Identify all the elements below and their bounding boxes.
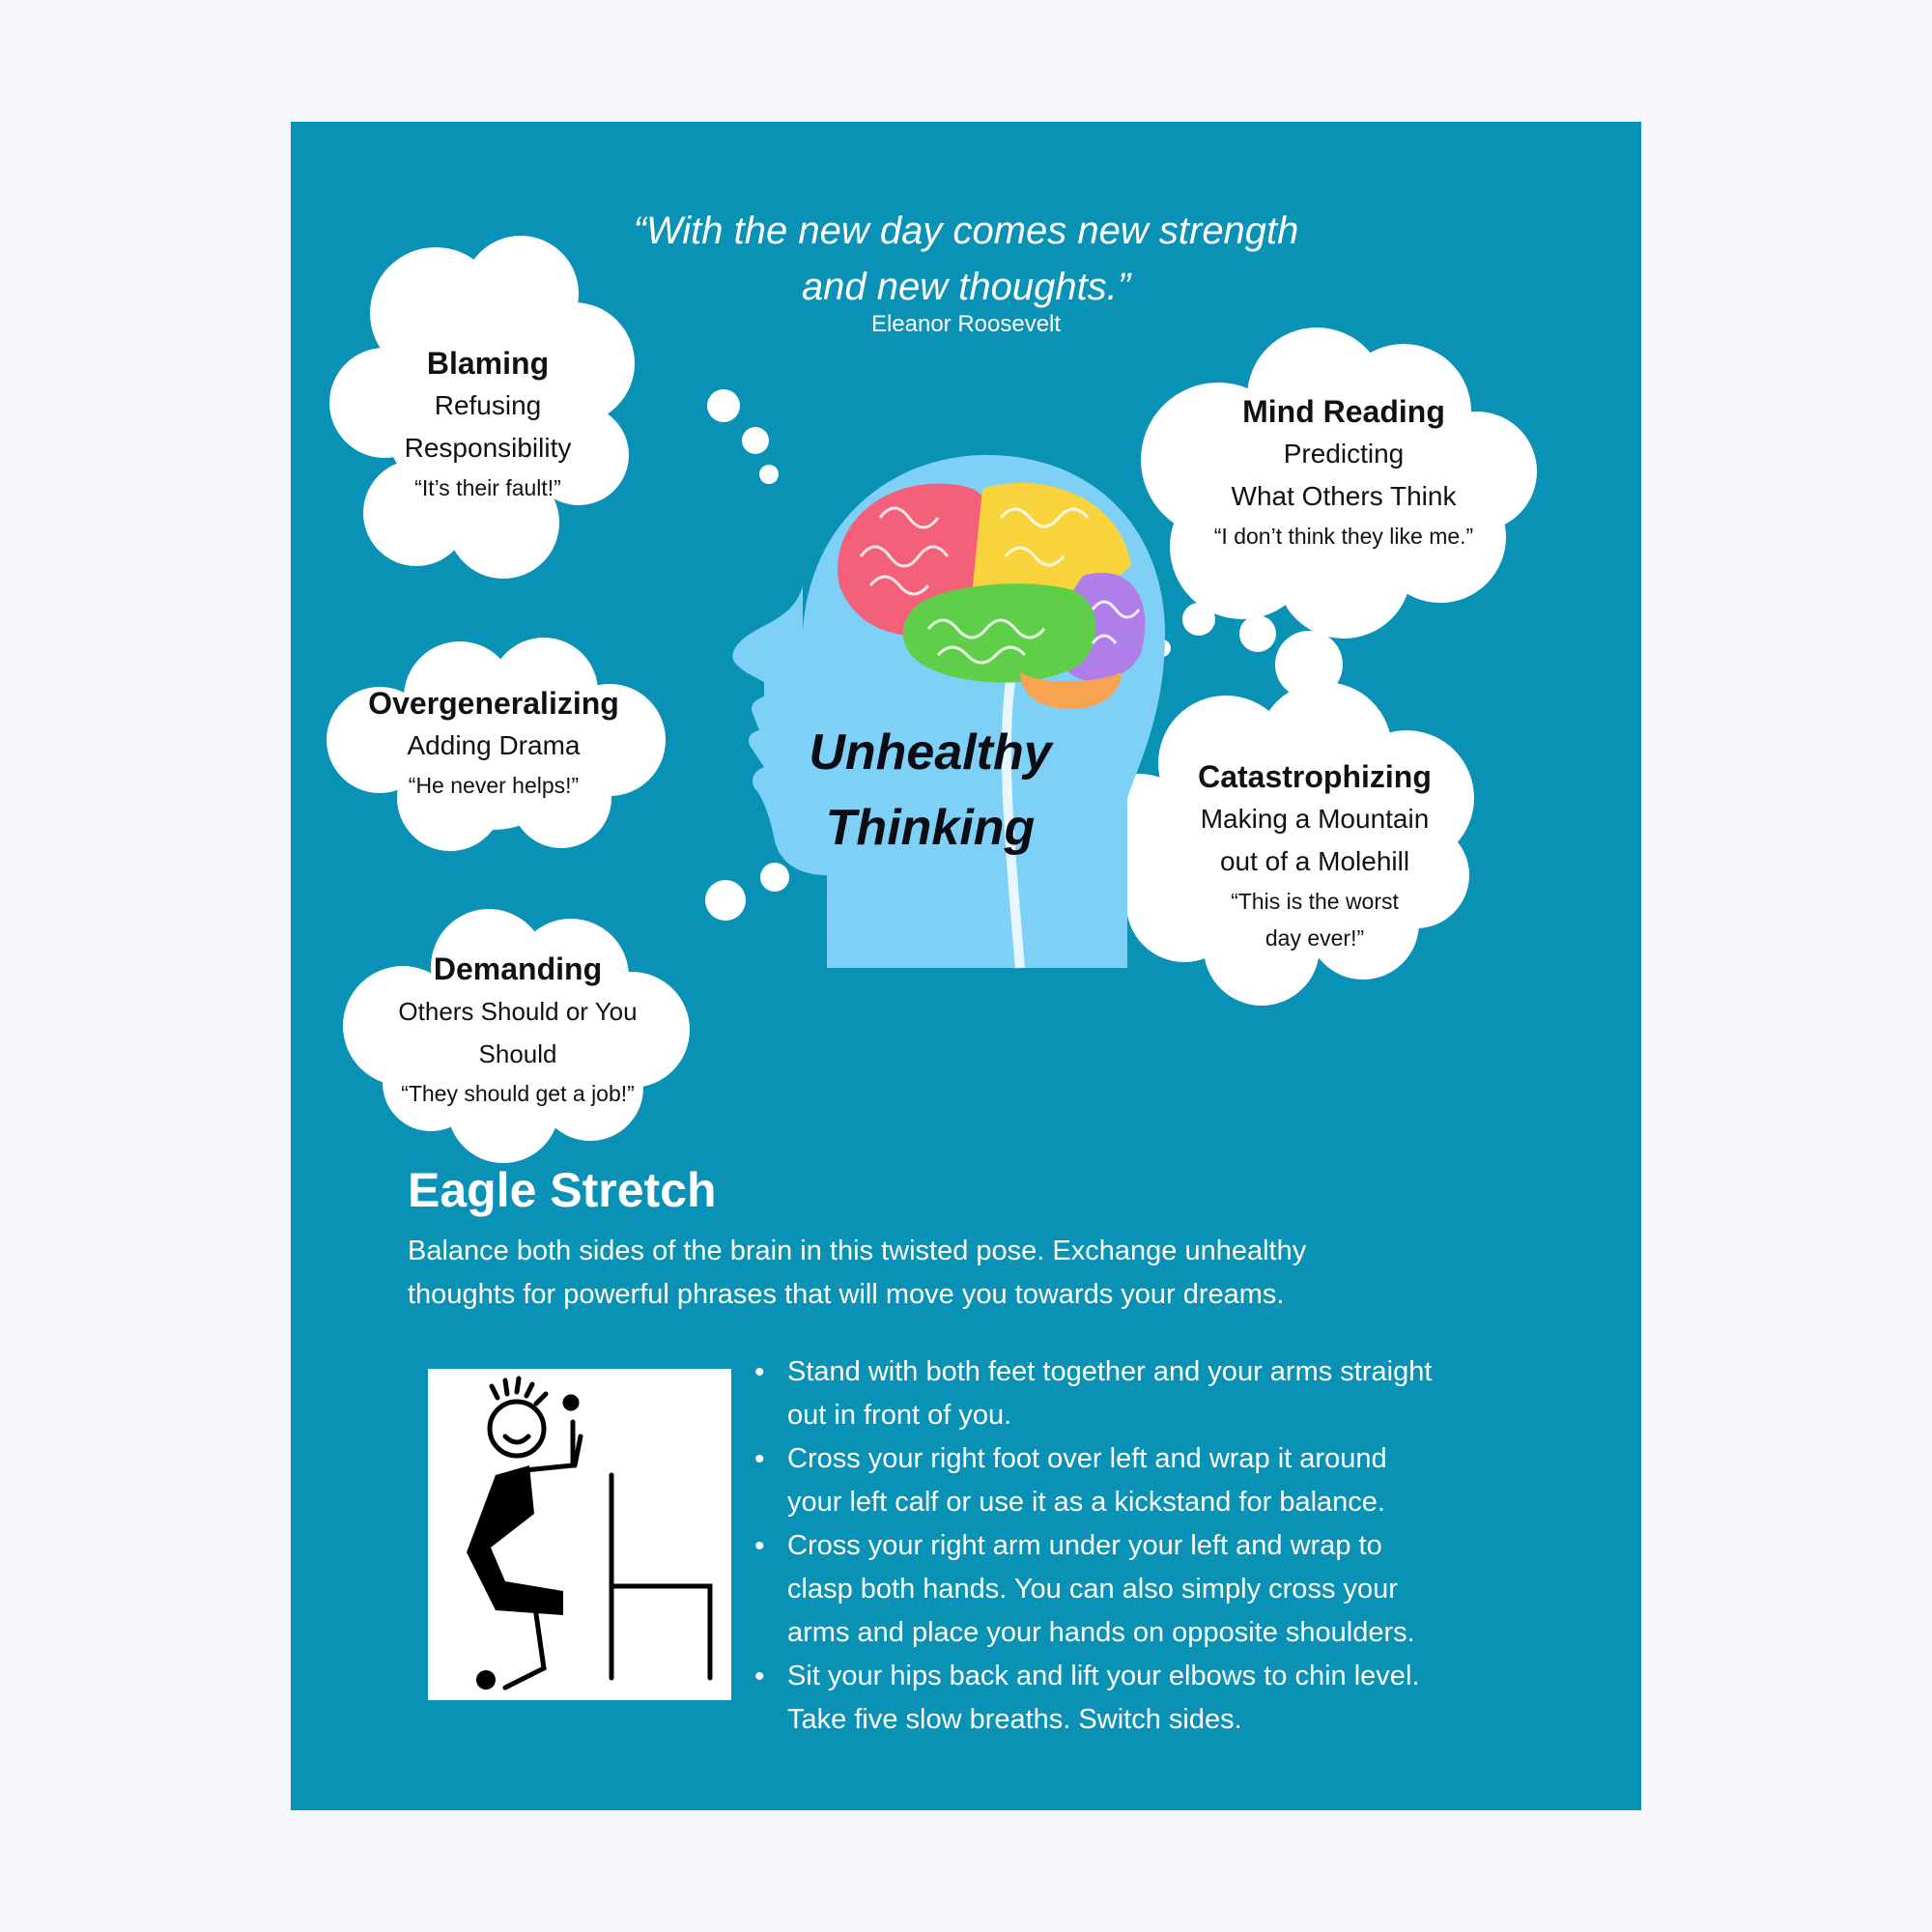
thought-mind-reading: [1189, 390, 1498, 554]
step-text: clasp both hands. You can also simply cross your: [787, 1574, 1398, 1605]
bullet-icon: •: [754, 1530, 765, 1562]
overgeneralizing-thought-bubbles: [705, 863, 789, 921]
step-item: [754, 1350, 1527, 1437]
intro-line-1: Balance both sides of the brain in this twisted pose. Exchange unhealthy: [408, 1236, 1307, 1266]
stick-figure-chair-icon: [428, 1369, 731, 1700]
intro-line-2: thoughts for powerful phrases that will move you towards your dreams.: [408, 1279, 1285, 1310]
thought-example: “He never helps!”: [408, 773, 580, 798]
poster: [291, 122, 1641, 1810]
step-text: out in front of you.: [787, 1400, 1012, 1431]
thought-title: Mind Reading: [1242, 394, 1445, 429]
thought-example: day ever!”: [1264, 925, 1365, 951]
thought-desc: What Others Think: [1231, 481, 1457, 511]
thought-overgeneralizing: [349, 682, 639, 804]
thought-desc: Predicting: [1283, 439, 1405, 469]
thought-title: Overgeneralizing: [368, 686, 619, 721]
thought-desc: Others Should or You Should: [398, 997, 638, 1068]
step-text: Sit your hips back and lift your elbows to chin level.: [787, 1661, 1420, 1691]
step-text: Cross your right arm under your left and wrap to: [787, 1530, 1382, 1561]
step-item: [754, 1524, 1527, 1655]
center-label: [795, 715, 1065, 866]
step-item: [754, 1437, 1527, 1524]
thought-desc: Adding Drama: [407, 730, 581, 760]
thought-desc: out of a Molehill: [1219, 846, 1410, 876]
section-title: Eagle Stretch: [408, 1163, 717, 1217]
step-item: [754, 1655, 1527, 1742]
thought-demanding: [368, 948, 668, 1112]
quote-author: Eleanor Roosevelt: [870, 311, 1062, 337]
thought-example: “I don’t think they like me.”: [1213, 524, 1474, 549]
thought-title: Demanding: [433, 952, 603, 986]
step-text: Cross your right foot over left and wrap it around: [787, 1443, 1387, 1474]
thought-desc: Refusing: [434, 390, 542, 420]
thought-example: “This is the worst: [1231, 889, 1399, 914]
thought-example: “It’s their fault!”: [414, 475, 561, 500]
thought-title: Catastrophizing: [1198, 759, 1432, 794]
thought-desc: Making a Mountain: [1200, 804, 1430, 834]
thought-blaming: [372, 342, 604, 506]
step-text: Take five slow breaths. Switch sides.: [787, 1704, 1242, 1735]
section-intro: [408, 1230, 1470, 1317]
thought-example: “They should get a job!”: [401, 1081, 635, 1106]
quote-line-2: and new thoughts.”: [801, 266, 1131, 308]
stretch-steps: [754, 1350, 1527, 1742]
step-text: arms and place your hands on opposite shoulders.: [787, 1617, 1415, 1648]
blaming-thought-bubbles: [707, 389, 779, 484]
step-text: Stand with both feet together and your arms straight: [787, 1356, 1433, 1387]
quote-line-1: “With the new day comes new strength: [633, 210, 1299, 252]
center-label-line-2: Thinking: [825, 800, 1036, 856]
step-text: your left calf or use it as a kickstand for balance.: [787, 1487, 1385, 1518]
bullet-icon: •: [754, 1356, 765, 1388]
thought-catastrophizing: [1160, 755, 1469, 956]
bullet-icon: •: [754, 1661, 765, 1692]
center-label-line-1: Unhealthy: [809, 724, 1052, 781]
thought-title: Blaming: [426, 346, 550, 381]
quote-text: [291, 203, 1641, 315]
thought-desc: Responsibility: [404, 433, 572, 463]
bullet-icon: •: [754, 1443, 765, 1475]
